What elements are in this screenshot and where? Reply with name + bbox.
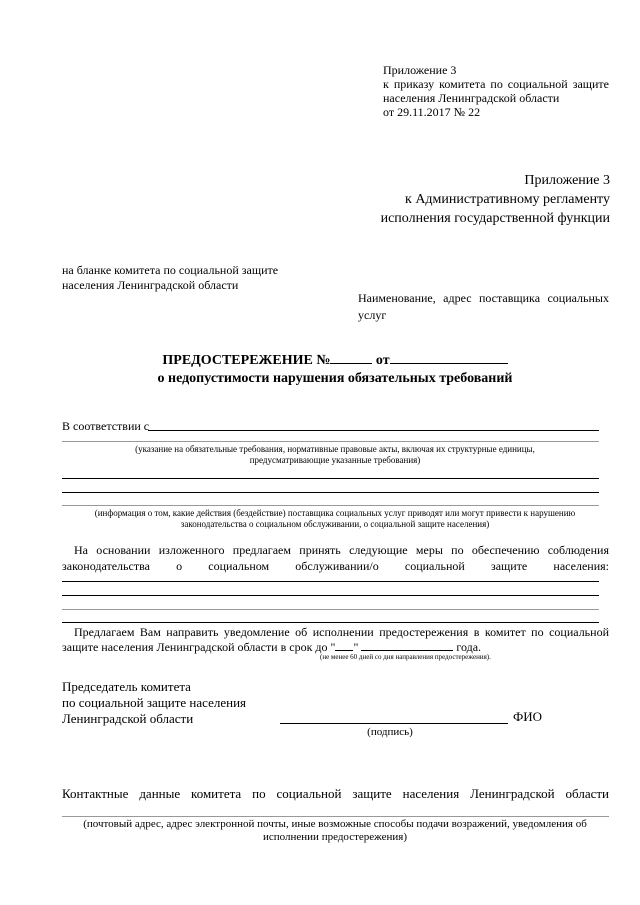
contacts-line[interactable]	[62, 816, 609, 817]
signature-note: (подпись)	[367, 726, 413, 738]
section3-line2	[62, 640, 609, 654]
appendix-regulation-title: Приложение 3	[524, 173, 610, 188]
signer-position-3: Ленинградской области	[62, 711, 194, 726]
section1-note2: (информация о том, какие действия (бездействие) поставщика социальных услуг приводят или могут привести к нарушению законодательства о социальном обслуживании, о социальной защите населения)	[94, 508, 576, 529]
section3-month-year-blank[interactable]	[361, 650, 453, 651]
section1-lead: В соответствии с	[62, 419, 150, 433]
section3-quote: "	[353, 640, 359, 654]
addressee-block: Наименование, адрес поставщика социальных услуг	[358, 291, 609, 322]
appendix-order-title: Приложение 3	[383, 63, 457, 77]
document-title	[60, 352, 610, 369]
letterhead-line1: на бланке комитета по социальной защите	[62, 263, 279, 277]
section3-day-blank[interactable]	[335, 650, 353, 651]
section1-line-3[interactable]	[62, 478, 599, 479]
title-date-blank[interactable]	[390, 363, 508, 364]
appendix-order-block	[383, 63, 609, 119]
signer-position-1: Председатель комитета	[62, 679, 191, 694]
contacts-note: (почтовый адрес, адрес электронной почты, иные возможные способы подачи возражений, уведомления об исполнении предостережения)	[83, 818, 587, 843]
appendix-order-date: от 29.11.2017 № 22	[383, 105, 481, 119]
section1-line-1[interactable]	[148, 430, 599, 431]
document-subtitle: о недопустимости нарушения обязательных требований	[157, 371, 513, 386]
title-prefix: ПРЕДОСТЕРЕЖЕНИЕ №	[162, 353, 331, 368]
section2-line-2[interactable]	[62, 595, 599, 596]
appendix-regulation-function: исполнения государственной функции	[380, 211, 610, 226]
title-from: от	[375, 353, 390, 368]
section3-note: (не менее 60 дней со дня направления предостережения).	[320, 653, 491, 661]
section2-line-1[interactable]	[62, 581, 599, 582]
signature-line[interactable]	[280, 723, 508, 724]
section1-note1: (указание на обязательные требования, нормативные правовые акты, включая их структурные единицы, предусматривающие указанные требования)	[135, 444, 535, 465]
section3-line1: Предлагаем Вам направить уведомление об исполнении предостережения в комитет по социальной	[74, 625, 609, 639]
letterhead-note	[62, 263, 322, 293]
contacts-heading: Контактные данные комитета по социальной защите населения Ленинградской области	[62, 786, 609, 801]
appendix-regulation-block	[330, 171, 610, 228]
section3-year-label: года.	[456, 640, 482, 654]
section2-line-3[interactable]	[62, 609, 599, 610]
appendix-regulation-ref: к Административному регламенту	[405, 192, 610, 207]
section1-line-4[interactable]	[62, 492, 599, 493]
section1-line-5[interactable]	[62, 505, 599, 506]
section2-line-4[interactable]	[62, 622, 599, 623]
signer-position-2: по социальной защите населения	[62, 695, 247, 710]
appendix-order-ref: к приказу комитета по социальной защите населения Ленинградской области	[383, 77, 609, 105]
section1-line-2[interactable]	[62, 441, 599, 442]
letterhead-line2: населения Ленинградской области	[62, 278, 239, 292]
title-number-blank[interactable]	[330, 363, 372, 364]
signature-block	[62, 679, 292, 727]
section2-text: На основании изложенного предлагаем принять следующие меры по обеспечению соблюдения законодательства о социальном обслуживании/о социальной защите населения:	[62, 543, 609, 573]
signer-name: ФИО	[513, 709, 543, 724]
section3-deadline-text: защите населения Ленинградской области в срок до "	[62, 640, 336, 654]
